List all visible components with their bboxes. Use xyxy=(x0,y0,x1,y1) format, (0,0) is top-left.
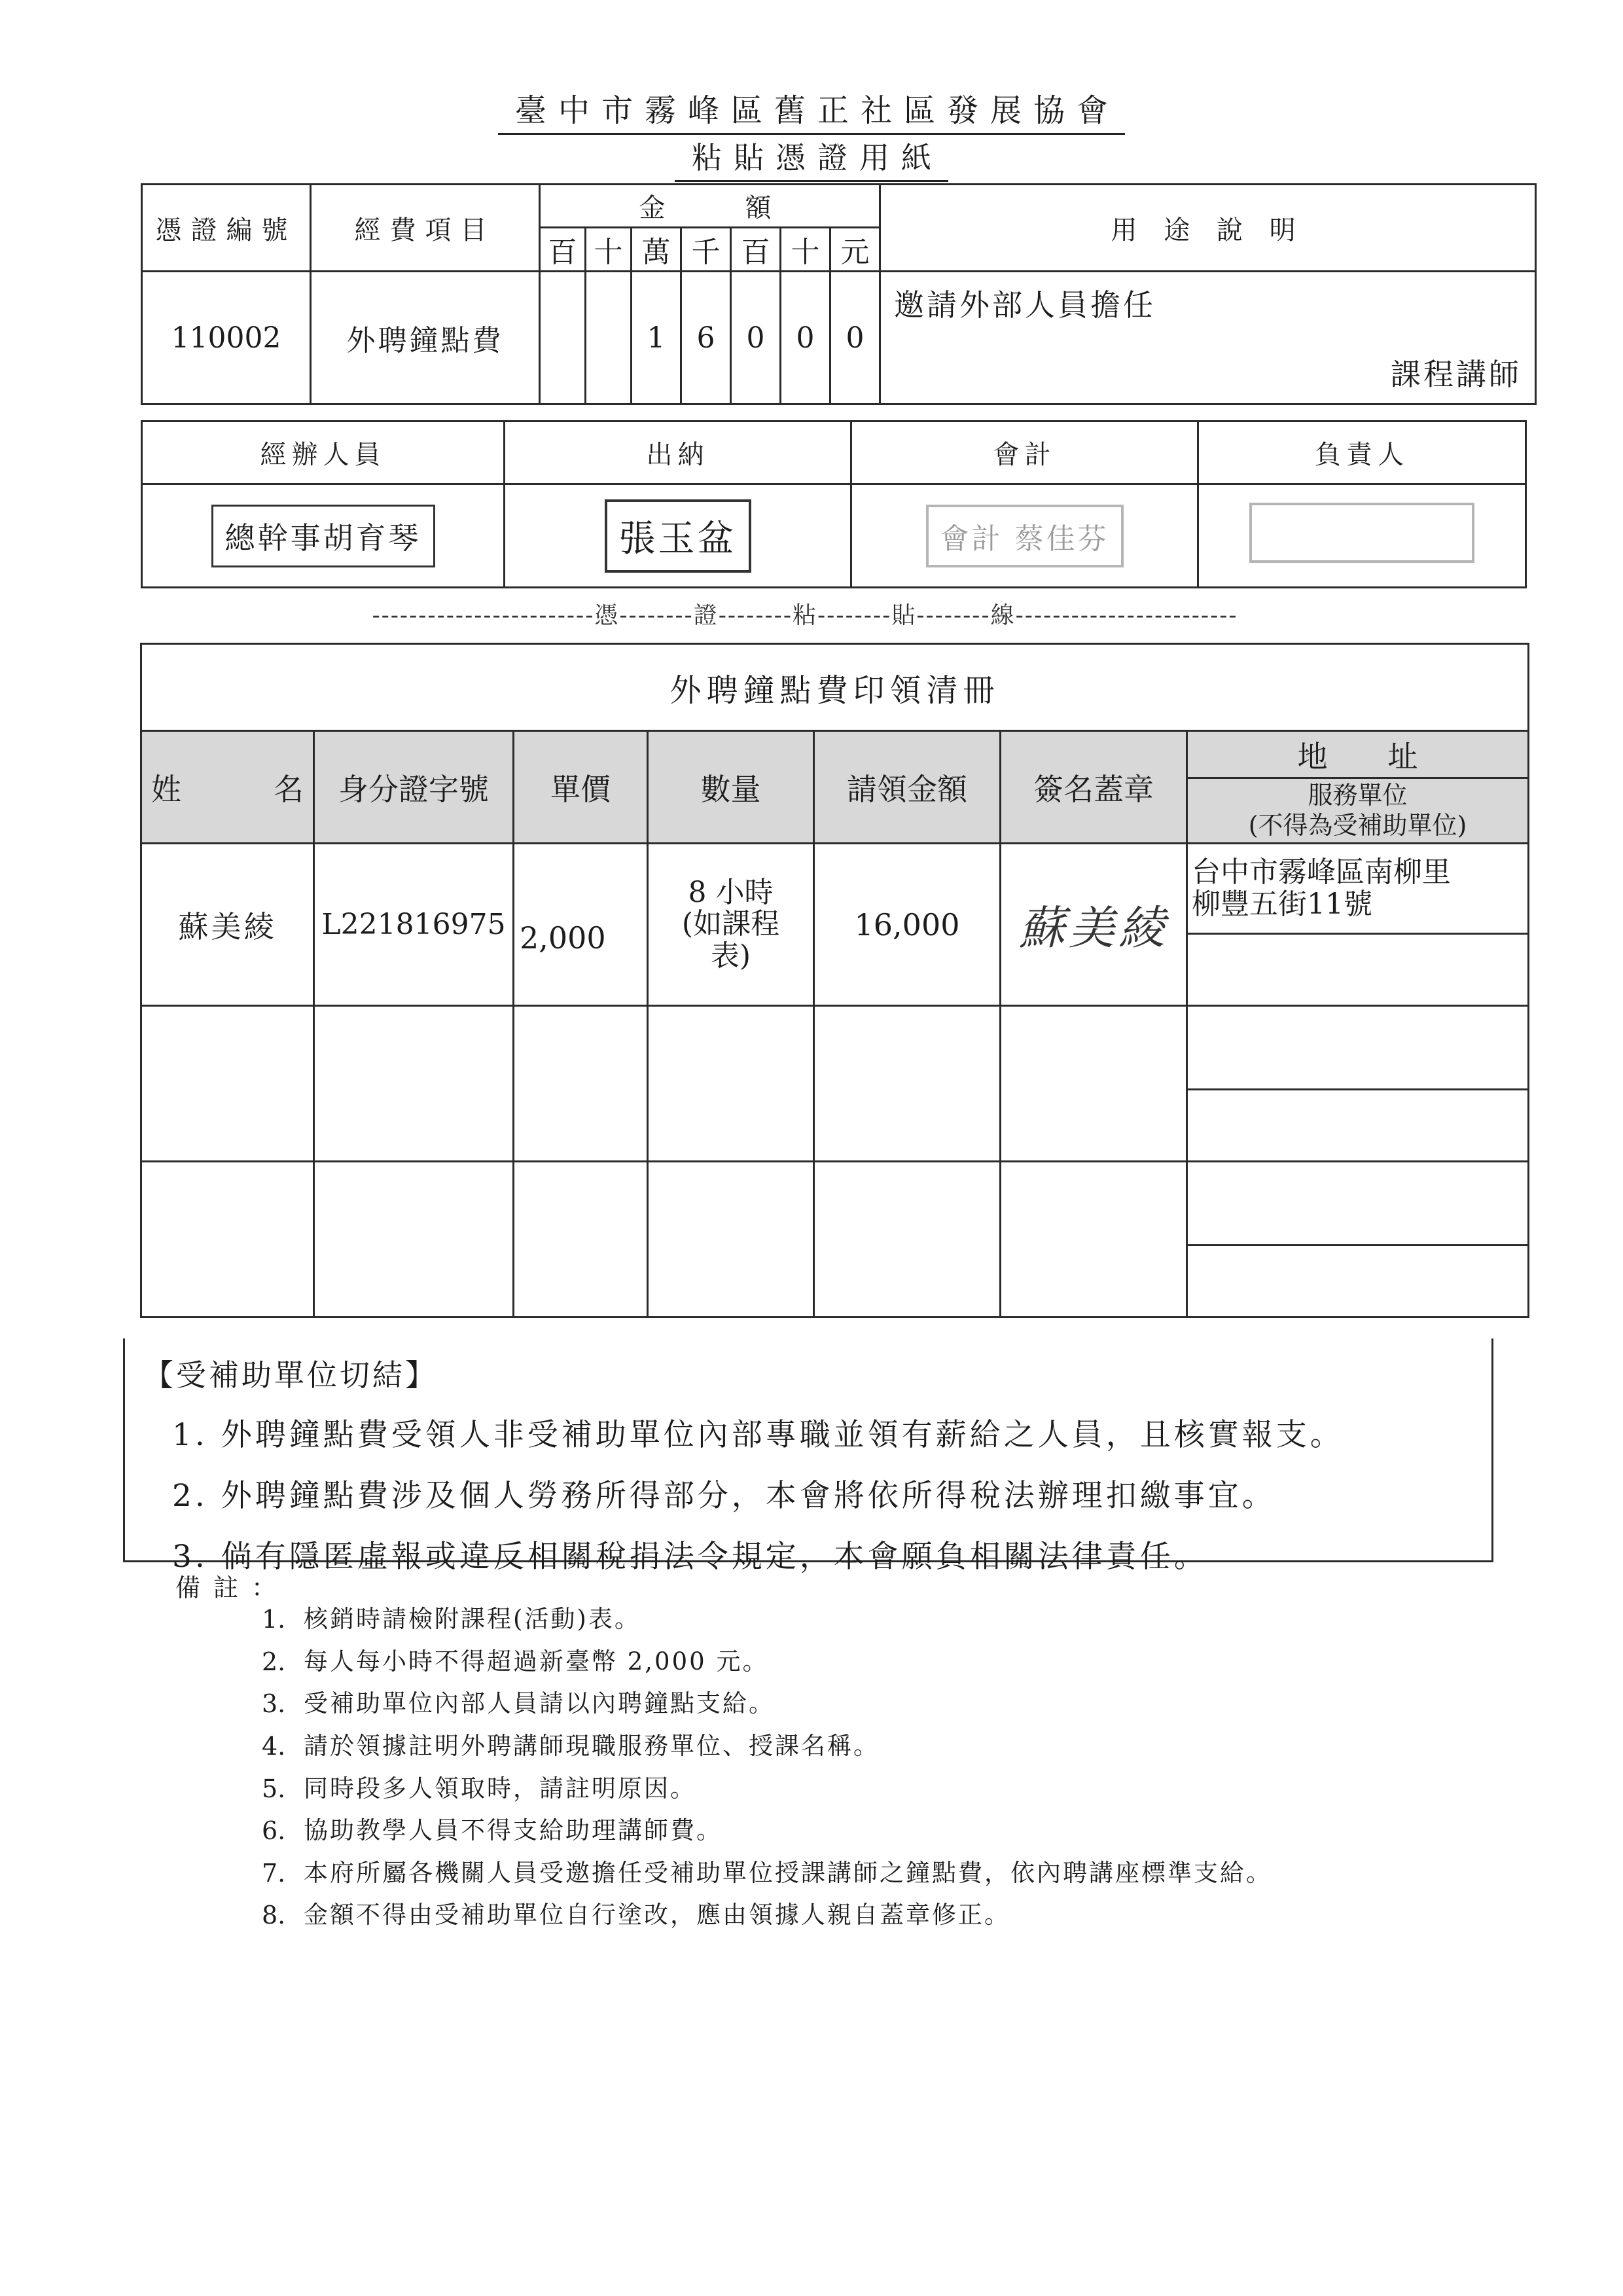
empty-cell xyxy=(814,1006,1001,1162)
note-item xyxy=(262,1731,1374,1763)
roster-title: 外聘鐘點費印領清冊 xyxy=(141,644,1529,731)
digit-unit: 十 xyxy=(781,228,830,272)
empty-cell xyxy=(1187,1246,1529,1318)
amount-digit: 6 xyxy=(681,272,731,404)
accounting-stamp-cell xyxy=(851,484,1198,588)
claim-amount-header: 請領金額 xyxy=(814,731,1001,844)
amount-digit xyxy=(586,272,632,404)
unit-price: 2,000 xyxy=(514,844,648,1006)
notes-list xyxy=(262,1604,1374,1942)
payee-name: 蘇美綾 xyxy=(141,844,314,1006)
amount-header: 金 額 xyxy=(540,185,880,228)
payee-signature: 蘇美綾 xyxy=(1019,901,1168,955)
amount-digit: 0 xyxy=(830,272,880,404)
empty-cell xyxy=(514,1162,648,1318)
cashier-stamp-cell xyxy=(505,484,851,588)
purpose-line: 課程講師 xyxy=(1391,357,1522,392)
empty-cell xyxy=(1187,1162,1529,1246)
handler-label: 經辦人員 xyxy=(142,422,505,484)
handler-stamp: 總幹事胡育琴 xyxy=(211,505,435,567)
empty-cell xyxy=(1001,1006,1187,1162)
claim-amount: 16,000 xyxy=(814,844,1001,1006)
empty-cell xyxy=(1187,1090,1529,1162)
name-header-left: 姓 xyxy=(151,771,181,807)
head-stamp xyxy=(1249,503,1474,563)
quantity-line: 8 小時 xyxy=(688,875,774,909)
empty-cell xyxy=(1001,1162,1187,1318)
note-item xyxy=(262,1857,1374,1890)
voucher-table xyxy=(141,183,1537,405)
digit-unit: 百 xyxy=(540,228,586,272)
head-stamp-cell xyxy=(1198,484,1526,588)
empty-cell xyxy=(141,1006,314,1162)
address-line: 台中市霧峰區南柳里 xyxy=(1192,855,1451,889)
note-text: 協助教學人員不得支給助理講師費。 xyxy=(304,1816,722,1845)
empty-cell xyxy=(314,1162,514,1318)
service-unit-cell xyxy=(1187,934,1529,1006)
amount-digit: 1 xyxy=(632,272,681,404)
empty-cell xyxy=(1187,1006,1529,1090)
note-number: 5. xyxy=(262,1774,286,1803)
pledge-item: 3. 倘有隱匿虛報或違反相關稅捐法令規定，本會願負相關法律責任。 xyxy=(172,1539,1208,1575)
expense-item: 外聘鐘點費 xyxy=(311,272,540,404)
note-text: 請於領據註明外聘講師現職服務單位、授課名稱。 xyxy=(304,1731,880,1760)
note-text: 受補助單位內部人員請以內聘鐘點支給。 xyxy=(304,1689,775,1718)
note-text: 金額不得由受補助單位自行塗改，應由領據人親自蓋章修正。 xyxy=(304,1901,1010,1929)
name-header-right: 名 xyxy=(274,771,304,807)
payee-id: L221816975 xyxy=(314,844,514,1006)
signature-cell xyxy=(1001,844,1187,1006)
accounting-stamp: 會計 蔡佳芬 xyxy=(926,505,1124,567)
note-text: 本府所屬各機關人員受邀擔任受補助單位授課講師之鐘點費，依內聘講座標準支給。 xyxy=(304,1858,1272,1887)
organization-title: 臺中市霧峰區舊正社區發展協會 xyxy=(0,85,1623,135)
note-item xyxy=(262,1688,1374,1720)
digit-unit: 萬 xyxy=(632,228,681,272)
note-text: 核銷時請檢附課程(活動)表。 xyxy=(304,1605,641,1633)
service-unit-header xyxy=(1187,778,1529,844)
pledge-item: 1. 外聘鐘點費受領人非受補助單位內部專職並領有薪給之人員，且核實報支。 xyxy=(172,1417,1344,1453)
quantity-line: (如課程 xyxy=(681,907,780,941)
name-header xyxy=(141,731,314,844)
pledge-item: 2. 外聘鐘點費涉及個人勞務所得部分，本會將依所得稅法辦理扣繳事宜。 xyxy=(172,1478,1276,1514)
empty-cell xyxy=(314,1006,514,1162)
purpose-line: 邀請外部人員擔任 xyxy=(894,287,1156,323)
note-number: 4. xyxy=(262,1731,286,1761)
purpose-header: 用 途 說 明 xyxy=(880,185,1536,272)
amount-digit: 0 xyxy=(781,272,830,404)
empty-cell xyxy=(648,1162,814,1318)
note-number: 2. xyxy=(262,1647,286,1676)
empty-cell xyxy=(514,1006,648,1162)
roster-table xyxy=(140,643,1529,1318)
quantity-header: 數量 xyxy=(648,731,814,844)
empty-cell xyxy=(648,1006,814,1162)
address-header: 地 址 xyxy=(1187,731,1529,778)
paste-line: ------------------------憑--------證--------粘--------貼--------線------------------------ xyxy=(372,602,1238,629)
note-item xyxy=(262,1604,1374,1636)
digit-unit: 千 xyxy=(681,228,731,272)
digit-unit: 十 xyxy=(586,228,632,272)
voucher-no-header: 憑證編號 xyxy=(142,185,311,272)
pledge-section xyxy=(123,1338,1493,1575)
amount-digit xyxy=(540,272,586,404)
amount-digit: 0 xyxy=(731,272,781,404)
note-number: 1. xyxy=(262,1605,286,1634)
digit-unit: 百 xyxy=(731,228,781,272)
notes-label: 備註： xyxy=(175,1573,290,1602)
note-number: 3. xyxy=(262,1689,286,1719)
signoff-table xyxy=(141,420,1527,588)
address-cell xyxy=(1187,844,1529,934)
handler-stamp-cell xyxy=(142,484,505,588)
service-unit-note: (不得為受補助單位) xyxy=(1248,810,1467,840)
address-line: 柳豐五街11號 xyxy=(1192,887,1372,921)
head-label: 負責人 xyxy=(1198,422,1526,484)
unit-price-header: 單價 xyxy=(514,731,648,844)
voucher-no: 110002 xyxy=(142,272,311,404)
cashier-label: 出納 xyxy=(505,422,851,484)
note-item xyxy=(262,1646,1374,1678)
signature-header: 簽名蓋章 xyxy=(1001,731,1187,844)
digit-unit: 元 xyxy=(830,228,880,272)
empty-cell xyxy=(141,1162,314,1318)
id-header: 身分證字號 xyxy=(314,731,514,844)
note-text: 同時段多人領取時，請註明原因。 xyxy=(304,1774,696,1803)
note-number: 7. xyxy=(262,1858,286,1888)
note-item xyxy=(262,1815,1374,1847)
empty-cell xyxy=(814,1162,1001,1318)
service-unit-label: 服務單位 xyxy=(1308,780,1408,810)
note-text: 每人每小時不得超過新臺幣 2,000 元。 xyxy=(304,1647,769,1676)
note-item xyxy=(262,1773,1374,1805)
quantity-line: 表) xyxy=(710,939,751,973)
note-number: 6. xyxy=(262,1816,286,1846)
note-item xyxy=(262,1899,1374,1931)
form-title: 粘貼憑證用紙 xyxy=(0,134,1623,182)
item-header: 經費項目 xyxy=(311,185,540,272)
purpose-cell xyxy=(880,272,1536,404)
note-number: 8. xyxy=(262,1901,286,1930)
pledge-heading: 【受補助單位切結】 xyxy=(143,1357,438,1393)
quantity-cell xyxy=(648,844,814,1006)
cashier-stamp: 張玉盆 xyxy=(605,499,751,573)
accounting-label: 會計 xyxy=(851,422,1198,484)
